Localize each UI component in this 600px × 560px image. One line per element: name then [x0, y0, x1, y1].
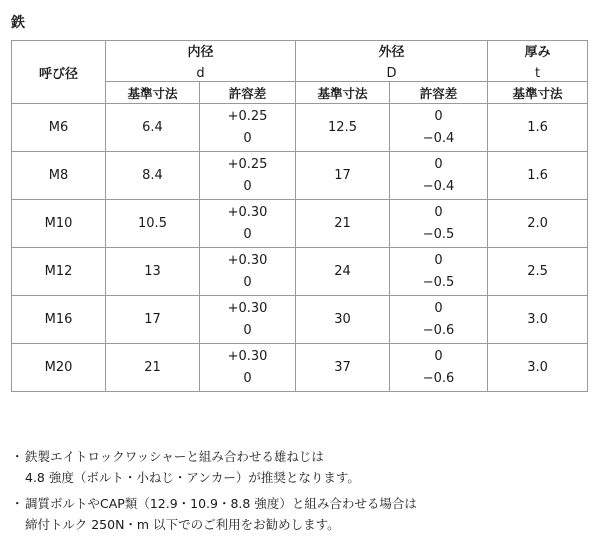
tol-lower: −0.5	[422, 274, 455, 290]
cell-outer-tolerance	[390, 152, 488, 200]
cell-inner-base: 6.4	[106, 104, 200, 152]
washer-spec-table	[11, 40, 588, 392]
table-row	[12, 104, 588, 152]
header-nominal-size: 呼び径	[12, 41, 106, 104]
note-text	[25, 493, 417, 535]
header-thickness-symbol: t	[534, 66, 541, 81]
cell-inner-base: 10.5	[106, 200, 200, 248]
cell-outer-tolerance	[390, 296, 488, 344]
header-inner-label: 内径	[187, 45, 214, 60]
tol-upper: 0	[434, 108, 443, 124]
cell-inner-tolerance	[200, 200, 296, 248]
header-row-main	[12, 41, 588, 82]
tol-upper: 0	[434, 252, 443, 268]
bullet-icon: ・	[11, 496, 24, 511]
tol-lower: 0	[243, 226, 252, 242]
cell-size: M8	[12, 152, 106, 200]
header-thickness-base: 基準寸法	[488, 82, 588, 104]
table-row	[12, 152, 588, 200]
tol-lower: −0.6	[422, 322, 455, 338]
cell-size: M20	[12, 344, 106, 392]
tol-upper: 0	[434, 348, 443, 364]
cell-thickness: 3.0	[488, 344, 588, 392]
cell-inner-base: 21	[106, 344, 200, 392]
tol-lower: 0	[243, 274, 252, 290]
tol-lower: 0	[243, 370, 252, 386]
cell-outer-tolerance	[390, 248, 488, 296]
tol-lower: −0.4	[422, 178, 455, 194]
tol-upper: 0	[434, 300, 443, 316]
tol-lower: 0	[243, 178, 252, 194]
cell-outer-base: 21	[296, 200, 390, 248]
tol-upper: +0.25	[227, 108, 268, 124]
bullet-icon: ・	[11, 449, 24, 464]
notes-section	[11, 446, 417, 540]
note-line: 締付トルク 250N・m 以下でのご利用をお勧めします。	[25, 517, 340, 532]
note-line: 鉄製エイトロックワッシャーと組み合わせる雄ねじは	[25, 449, 324, 464]
cell-thickness: 1.6	[488, 152, 588, 200]
tol-upper: +0.25	[227, 156, 268, 172]
cell-inner-base: 17	[106, 296, 200, 344]
cell-inner-tolerance	[200, 104, 296, 152]
cell-outer-tolerance	[390, 104, 488, 152]
note-item	[11, 446, 417, 488]
tol-upper: +0.30	[227, 348, 268, 364]
note-line: 調質ボルトやCAP類（12.9・10.9・8.8 強度）と組み合わせる場合は	[25, 496, 417, 511]
header-inner-base: 基準寸法	[106, 82, 200, 104]
cell-thickness: 3.0	[488, 296, 588, 344]
header-thickness	[488, 41, 588, 82]
tol-upper: 0	[434, 204, 443, 220]
cell-inner-tolerance	[200, 152, 296, 200]
table-row	[12, 248, 588, 296]
header-outer-tolerance: 許容差	[390, 82, 488, 104]
cell-size: M16	[12, 296, 106, 344]
tol-upper: 0	[434, 156, 443, 172]
cell-outer-tolerance	[390, 200, 488, 248]
tol-upper: +0.30	[227, 300, 268, 316]
cell-inner-base: 13	[106, 248, 200, 296]
cell-inner-base: 8.4	[106, 152, 200, 200]
cell-size: M12	[12, 248, 106, 296]
material-label: 鉄	[11, 15, 25, 31]
cell-thickness: 2.0	[488, 200, 588, 248]
tol-upper: +0.30	[227, 252, 268, 268]
table-row	[12, 344, 588, 392]
cell-outer-tolerance	[390, 344, 488, 392]
cell-inner-tolerance	[200, 344, 296, 392]
cell-size: M10	[12, 200, 106, 248]
cell-outer-base: 24	[296, 248, 390, 296]
header-outer-symbol: D	[386, 66, 397, 81]
header-outer-base: 基準寸法	[296, 82, 390, 104]
tol-lower: −0.5	[422, 226, 455, 242]
header-inner-diameter	[106, 41, 296, 82]
table-row	[12, 296, 588, 344]
header-inner-tolerance: 許容差	[200, 82, 296, 104]
cell-thickness: 1.6	[488, 104, 588, 152]
cell-outer-base: 37	[296, 344, 390, 392]
tol-lower: −0.6	[422, 370, 455, 386]
cell-inner-tolerance	[200, 296, 296, 344]
cell-thickness: 2.5	[488, 248, 588, 296]
cell-size: M6	[12, 104, 106, 152]
table-row	[12, 200, 588, 248]
header-thickness-label: 厚み	[524, 45, 551, 60]
cell-outer-base: 17	[296, 152, 390, 200]
cell-outer-base: 30	[296, 296, 390, 344]
header-inner-symbol: d	[196, 66, 205, 81]
cell-inner-tolerance	[200, 248, 296, 296]
note-line: 4.8 強度（ボルト・小ねじ・アンカー）が推奨となります。	[25, 470, 360, 485]
tol-upper: +0.30	[227, 204, 268, 220]
note-text	[25, 446, 360, 488]
note-item	[11, 493, 417, 535]
header-outer-label: 外径	[378, 45, 405, 60]
cell-outer-base: 12.5	[296, 104, 390, 152]
tol-lower: −0.4	[422, 130, 455, 146]
tol-lower: 0	[243, 130, 252, 146]
tol-lower: 0	[243, 322, 252, 338]
header-outer-diameter	[296, 41, 488, 82]
